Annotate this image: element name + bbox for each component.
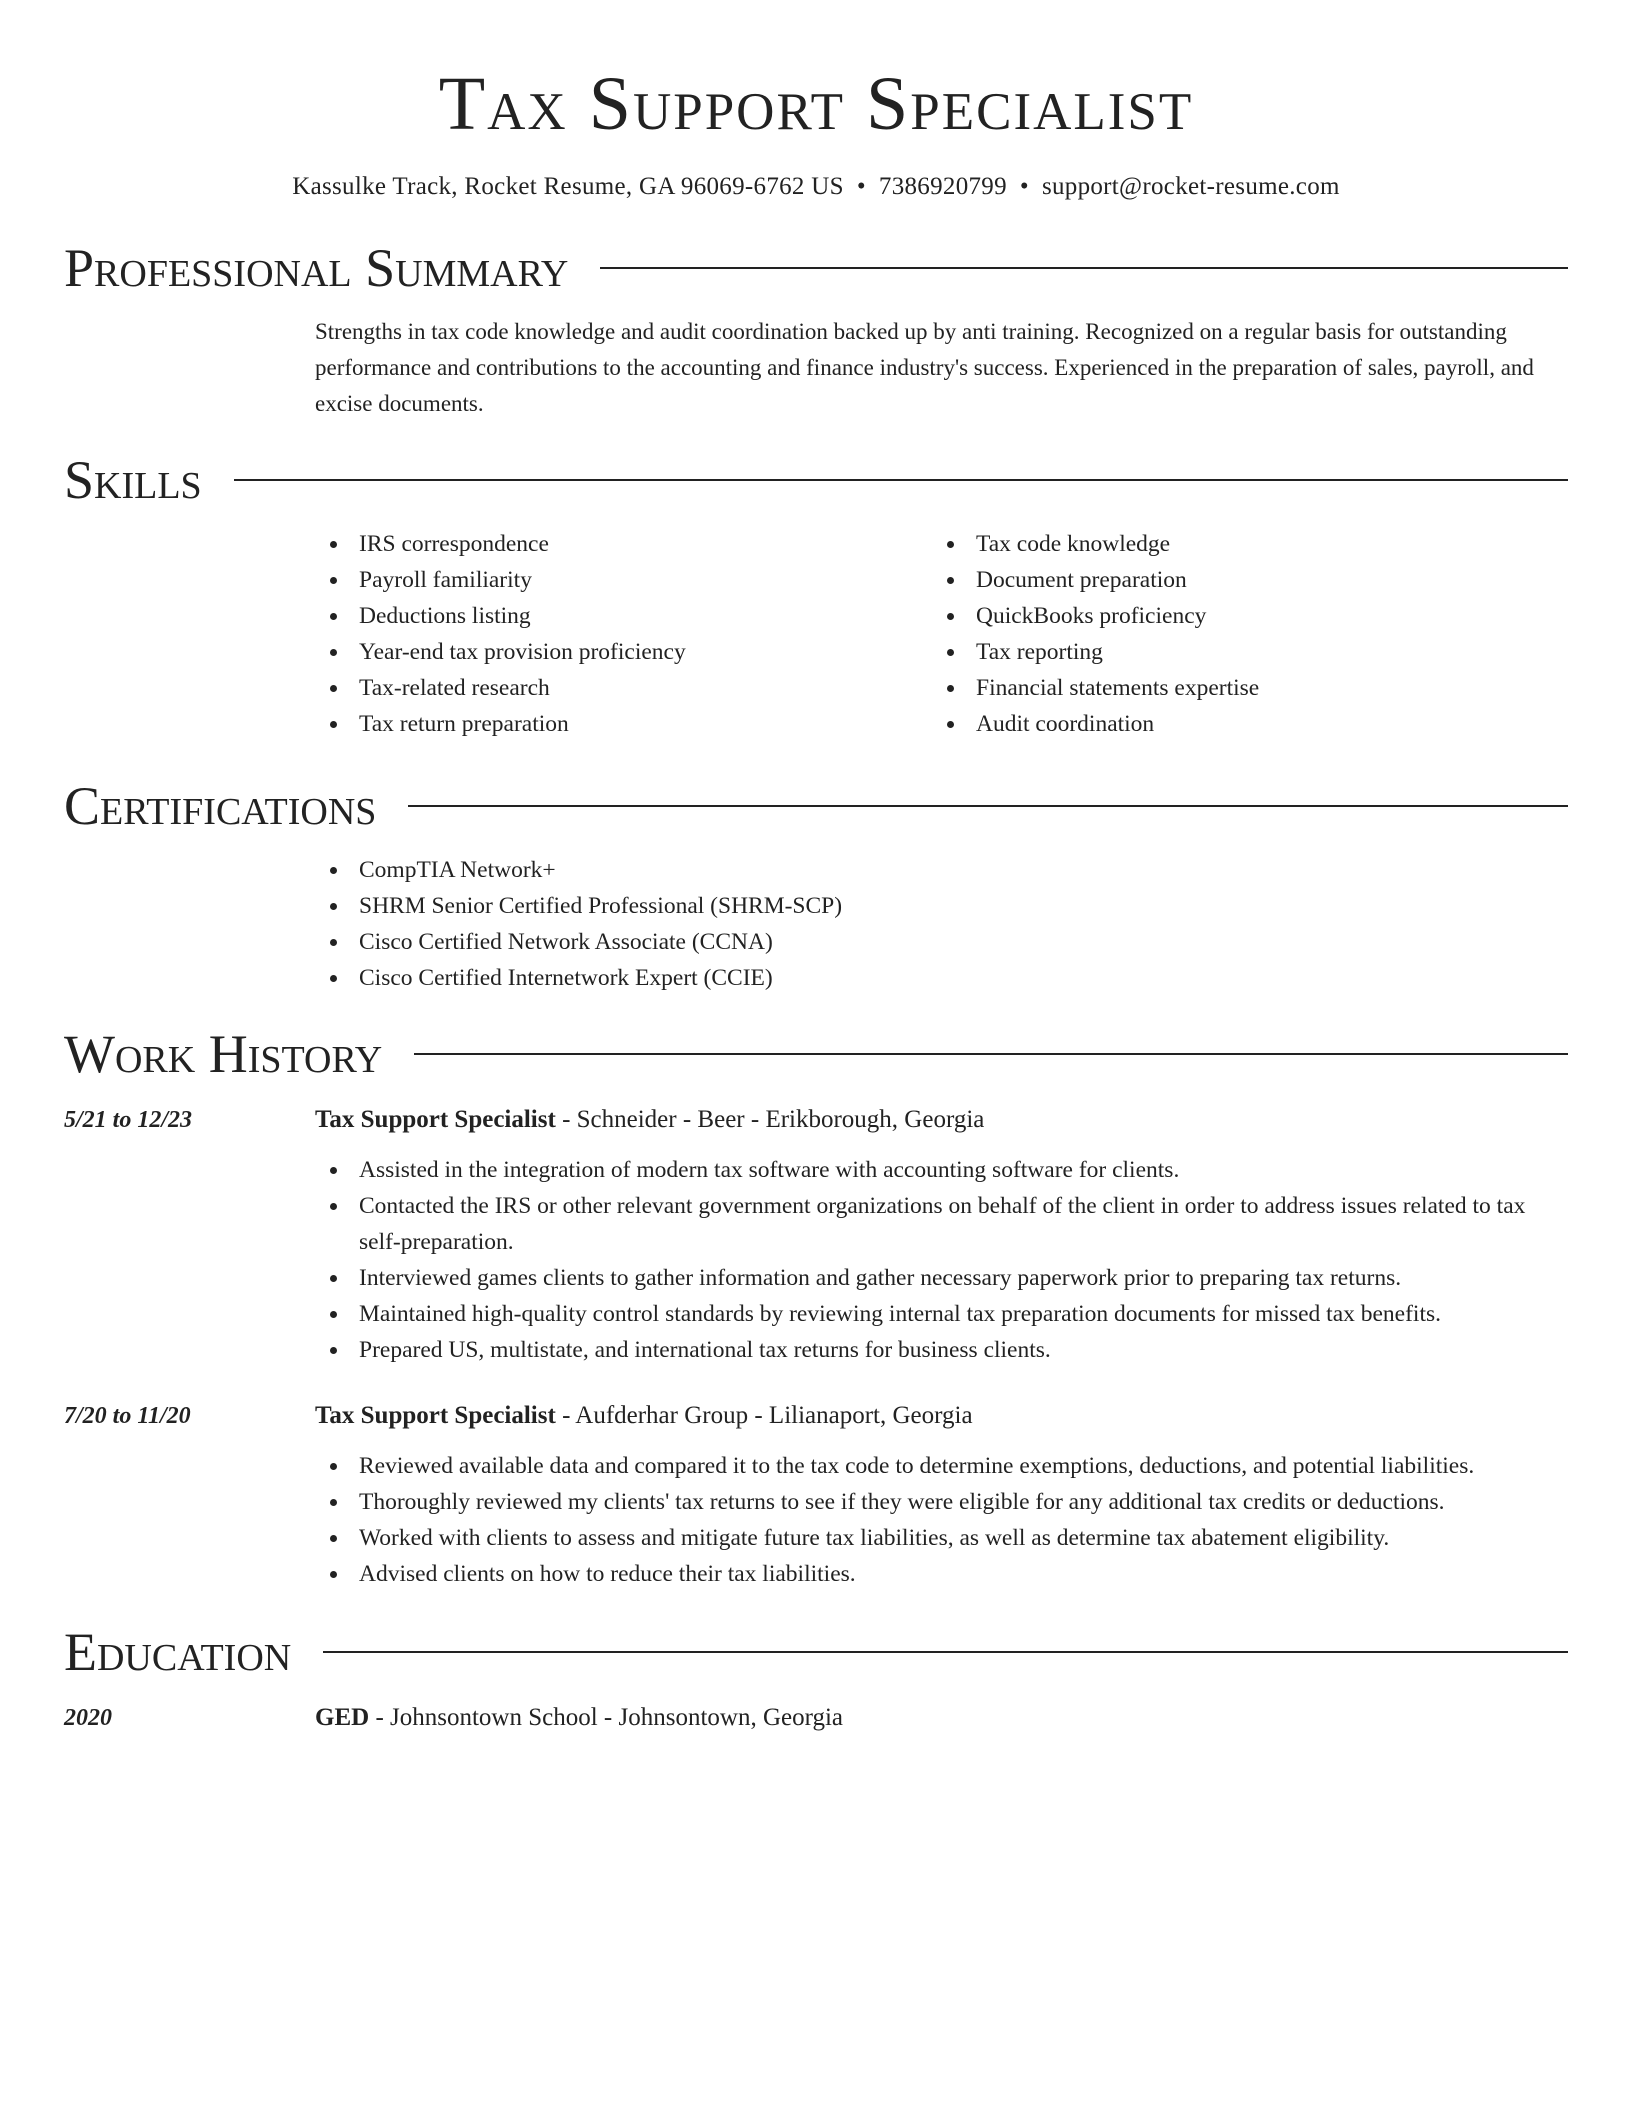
education-line	[315, 1700, 843, 1736]
certification-item: Cisco Certified Internetwork Expert (CCIE)	[315, 960, 1568, 996]
duty-item: Assisted in the integration of modern tax software with accounting software for clients.	[315, 1152, 1568, 1188]
skill-item: IRS correspondence	[315, 526, 932, 562]
section-divider	[408, 805, 1568, 807]
section-education	[64, 1620, 1568, 1684]
resume-page	[64, 0, 1568, 1736]
skill-item: Tax return preparation	[315, 706, 932, 742]
duty-item: Reviewed available data and compared it to the tax code to determine exemptions, deductions, and potential liabilities.	[315, 1448, 1568, 1484]
section-heading: Education	[64, 1622, 292, 1682]
job-title-line	[315, 1102, 984, 1138]
section-divider	[414, 1053, 1568, 1055]
job-header	[64, 1398, 1568, 1434]
contact-phone: 7386920799	[878, 173, 1007, 200]
job-employer: - Schneider - Beer - Erikborough, Georgia	[555, 1106, 985, 1133]
duty-item: Contacted the IRS or other relevant government organizations on behalf of the client in order to address issues related to tax self-preparation.	[315, 1188, 1568, 1260]
skill-item: Payroll familiarity	[315, 562, 932, 598]
duty-item: Prepared US, multistate, and international tax returns for business clients.	[315, 1332, 1568, 1368]
job-entry	[64, 1398, 1568, 1592]
skill-item: Year-end tax provision proficiency	[315, 634, 932, 670]
skills-list	[315, 526, 1568, 742]
section-skills	[64, 448, 1568, 512]
education-degree: GED	[315, 1704, 370, 1731]
education-year: 2020	[64, 1705, 112, 1731]
job-header	[64, 1102, 1568, 1138]
skill-item: Tax reporting	[932, 634, 1549, 670]
job-title-line	[315, 1398, 973, 1434]
education-school: - Johnsontown School - Johnsontown, Georgia	[369, 1704, 844, 1731]
summary-text: Strengths in tax code knowledge and audit coordination backed up by anti training. Recognized on a regular basis for outstanding performance and contributions to the accounting and finance industry's success. Experienced in the preparation of sales, payroll, and excise documents.	[315, 319, 1534, 416]
job-employer: - Aufderhar Group - Lilianaport, Georgia	[555, 1402, 973, 1429]
job-entry	[64, 1102, 1568, 1368]
section-heading: Work History	[64, 1024, 383, 1084]
certification-item: CompTIA Network+	[315, 852, 1568, 888]
duty-item: Interviewed games clients to gather information and gather necessary paperwork prior to preparing tax returns.	[315, 1260, 1568, 1296]
skill-item: Tax-related research	[315, 670, 932, 706]
section-work-history	[64, 1022, 1568, 1086]
section-heading: Certifications	[64, 776, 377, 836]
section-divider	[600, 267, 1568, 269]
contact-address: Kassulke Track, Rocket Resume, GA 96069-6762 US	[292, 173, 844, 200]
skill-item: Tax code knowledge	[932, 526, 1549, 562]
resume-name: Tax Support Specialist	[438, 62, 1194, 146]
skill-item: Financial statements expertise	[932, 670, 1549, 706]
certifications-list	[315, 852, 1568, 996]
job-dates: 7/20 to 11/20	[64, 1403, 191, 1429]
skills-column-left	[315, 526, 932, 742]
job-duties	[315, 1152, 1568, 1368]
certification-item: Cisco Certified Network Associate (CCNA)	[315, 924, 1568, 960]
section-certifications	[64, 774, 1568, 838]
section-divider	[234, 479, 1568, 481]
education-entry	[64, 1700, 1568, 1736]
job-dates: 5/21 to 12/23	[64, 1107, 193, 1133]
skill-item: Audit coordination	[932, 706, 1549, 742]
section-heading: Professional Summary	[64, 238, 569, 298]
duty-item: Maintained high-quality control standards by reviewing internal tax preparation documents for missed tax benefits.	[315, 1296, 1568, 1332]
contact-line	[64, 172, 1568, 202]
job-title: Tax Support Specialist	[315, 1106, 556, 1133]
section-divider	[323, 1651, 1568, 1653]
skill-item: Deductions listing	[315, 598, 932, 634]
duty-item: Worked with clients to assess and mitigate future tax liabilities, as well as determine tax abatement eligibility.	[315, 1520, 1568, 1556]
section-professional-summary	[64, 236, 1568, 300]
duty-item: Advised clients on how to reduce their tax liabilities.	[315, 1556, 1568, 1592]
skills-column-right	[932, 526, 1549, 742]
contact-separator: •	[1019, 173, 1029, 200]
contact-separator: •	[856, 173, 866, 200]
contact-email: support@rocket-resume.com	[1041, 173, 1340, 200]
duty-item: Thoroughly reviewed my clients' tax returns to see if they were eligible for any additional tax credits or deductions.	[315, 1484, 1568, 1520]
section-heading: Skills	[64, 450, 202, 510]
job-title: Tax Support Specialist	[315, 1402, 556, 1429]
skill-item: Document preparation	[932, 562, 1549, 598]
certification-item: SHRM Senior Certified Professional (SHRM-SCP)	[315, 888, 1568, 924]
job-duties	[315, 1448, 1568, 1592]
skill-item: QuickBooks proficiency	[932, 598, 1549, 634]
